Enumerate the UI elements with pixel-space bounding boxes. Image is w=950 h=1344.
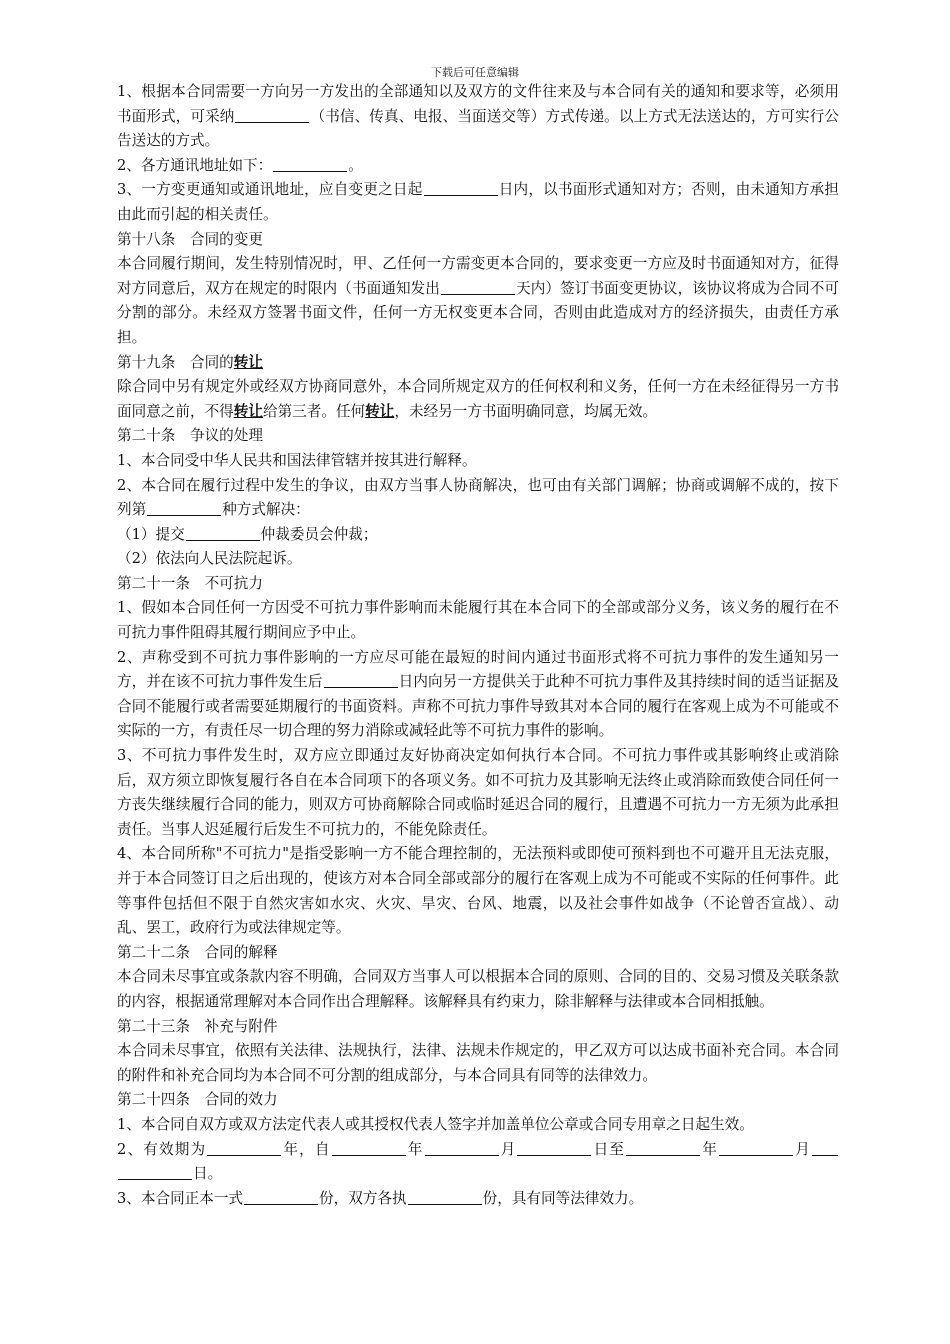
article-22-heading: 第二十二条 合同的解释: [117, 943, 278, 961]
blank-field[interactable]: [244, 1189, 318, 1205]
article-21-item-3: 3、不可抗力事件发生时，双方应立即通过友好协商决定如何执行本合同。不可抗力事件或其影响终止或消除后，双方须立即恢复履行各自在本合同项下的各项义务。如不可抗力及其影响无法终止或消除而致使合同任何一方丧失继续履行合同的能力，则双方可协商解除合同或临时延迟合同的履行，且遭遇不可抗力一方无须为此承担责任。当事人迟延履行后发生不可抗力的，不能免除责任。: [117, 747, 839, 838]
article-20-item-2: 2、本合同在履行过程中发生的争议，由双方当事人协商解决，也可由有关部门调解；协商或调解不成的，按下列第 种方式解决：: [117, 476, 839, 519]
blank-field[interactable]: [186, 525, 260, 541]
article-20-item-1: 1、本合同受中华人民共和国法律管辖并按其进行解释。: [117, 451, 477, 469]
article-21-item-1: 1、假如本合同任何一方因受不可抗力事件影响而未能履行其在本合同下的全部或部分义务，该义务的履行在不可抗力事件阻碍其履行期间应予中止。: [117, 599, 839, 642]
article-21-item-4: 4、本合同所称"不可抗力"是指受影响一方不能合理控制的，无法预料或即使可预料到也不可避开且无法克服，并于本合同签订日之后出现的，使该方对本合同全部或部分的履行在客观上成为不可能或不实际的任何事件。此等事件包括但不限于自然灾害如水灾、火灾、旱灾、台风、地震，以及社会事件如战争（不论曾否宣战）、动乱、罢工，政府行为或法律规定等。: [117, 845, 839, 937]
article-19-heading: 第十九条 合同的转让: [117, 353, 263, 371]
clause-notice-method: 1、根据本合同需要一方向另一方发出的全部通知以及双方的文件往来及与本合同有关的通知和要求等，必须用书面形式，可采纳 （书信、传真、电报、当面送交等）方式传递。以上方式无法送达的，方可实行公告送达的方式。: [117, 83, 839, 150]
transfer-link[interactable]: 转让: [365, 402, 395, 420]
article-23-text: 本合同未尽事宜，依照有关法律、法规执行，法律、法规未作规定的，甲乙双方可以达成书面补充合同。本合同的附件和补充合同均为本合同不可分割的组成部分，与本合同具有同等的法律效力。: [117, 1042, 839, 1084]
contract-body: [117, 80, 839, 1211]
page-header: 下载后可任意编辑: [431, 66, 519, 79]
blank-field[interactable]: [235, 107, 309, 123]
article-20-heading: 第二十条 争议的处理: [117, 427, 263, 445]
article-18-heading: 第十八条 合同的变更: [117, 230, 263, 248]
blank-field[interactable]: [408, 1189, 482, 1205]
blank-field[interactable]: [441, 279, 515, 295]
blank-field[interactable]: [626, 1140, 700, 1156]
article-24-heading: 第二十四条 合同的效力: [117, 1091, 278, 1109]
article-21-heading: 第二十一条 不可抗力: [117, 574, 263, 592]
blank-field[interactable]: [324, 673, 398, 689]
blank-field[interactable]: [273, 156, 347, 172]
blank-field[interactable]: [147, 501, 221, 517]
transfer-link[interactable]: 转让: [233, 402, 263, 420]
clause-address-change: 3、一方变更通知或通讯地址，应自变更之日起 日内，以书面形式通知对方；否则，由未通知方承担由此而引起的相关责任。: [117, 181, 839, 223]
blank-field[interactable]: [118, 1165, 192, 1181]
blank-field[interactable]: [719, 1140, 793, 1156]
blank-field[interactable]: [812, 1140, 838, 1156]
clause-address: 2、各方通讯地址如下： 。: [117, 156, 363, 174]
article-24-item-3: 3、本合同正本一式 份，双方各执 份，具有同等法律效力。: [117, 1189, 644, 1207]
article-23-heading: 第二十三条 补充与附件: [117, 1017, 278, 1035]
blank-field[interactable]: [332, 1140, 406, 1156]
article-24-item-2: 2、有效期为 年，自 年 月 日至 年 月日。: [117, 1138, 839, 1187]
article-22-text: 本合同未尽事宜或条款内容不明确，合同双方当事人可以根据本合同的原则、合同的目的、交易习惯及关联条款的内容，根据通常理解对本合同作出合理解释。该解释具有约束力，除非解释与法律或本合同相抵触。: [117, 968, 839, 1010]
blank-field[interactable]: [425, 1140, 499, 1156]
article-24-item-1: 1、本合同自双方或双方法定代表人或其授权代表人签字并加盖单位公章或合同专用章之日起生效。: [117, 1115, 754, 1133]
blank-field[interactable]: [207, 1140, 281, 1156]
transfer-link[interactable]: 转让: [233, 353, 263, 371]
blank-field[interactable]: [424, 181, 498, 197]
article-20-option-1: （1）提交 仲裁委员会仲裁；: [117, 525, 378, 543]
article-20-option-2: （2）依法向人民法院起诉。: [117, 550, 302, 568]
article-19-text: 除合同中另有规定外或经双方协商同意外，本合同所规定双方的任何权利和义务，任何一方在未经征得另一方书面同意之前，不得转让给第三者。任何转让，未经另一方书面明确同意，均属无效。: [117, 378, 839, 420]
article-21-item-2: 2、声称受到不可抗力事件影响的一方应尽可能在最短的时间内通过书面形式将不可抗力事件的发生通知另一方，并在该不可抗力事件发生后 日内向另一方提供关于此种不可抗力事件及其持续时间的适当证据及合同不能履行或者需要延期履行的书面资料。声称不可抗力事件导致其对本合同的履行在客观上成为不可能或不实际的一方，有责任尽一切合理的努力消除或减轻此等不可抗力事件的影响。: [117, 648, 839, 740]
article-18-text: 本合同履行期间，发生特别情况时，甲、乙任何一方需变更本合同的，要求变更一方应及时书面通知对方，征得对方同意后，双方在规定的时限内（书面通知发出 天内）签订书面变更协议，该协议将成为合同不可分割的部分。未经双方签署书面文件，任何一方无权变更本合同，否则由此造成对方的经济损失，由责任方承担。: [117, 255, 839, 346]
blank-field[interactable]: [517, 1140, 591, 1156]
